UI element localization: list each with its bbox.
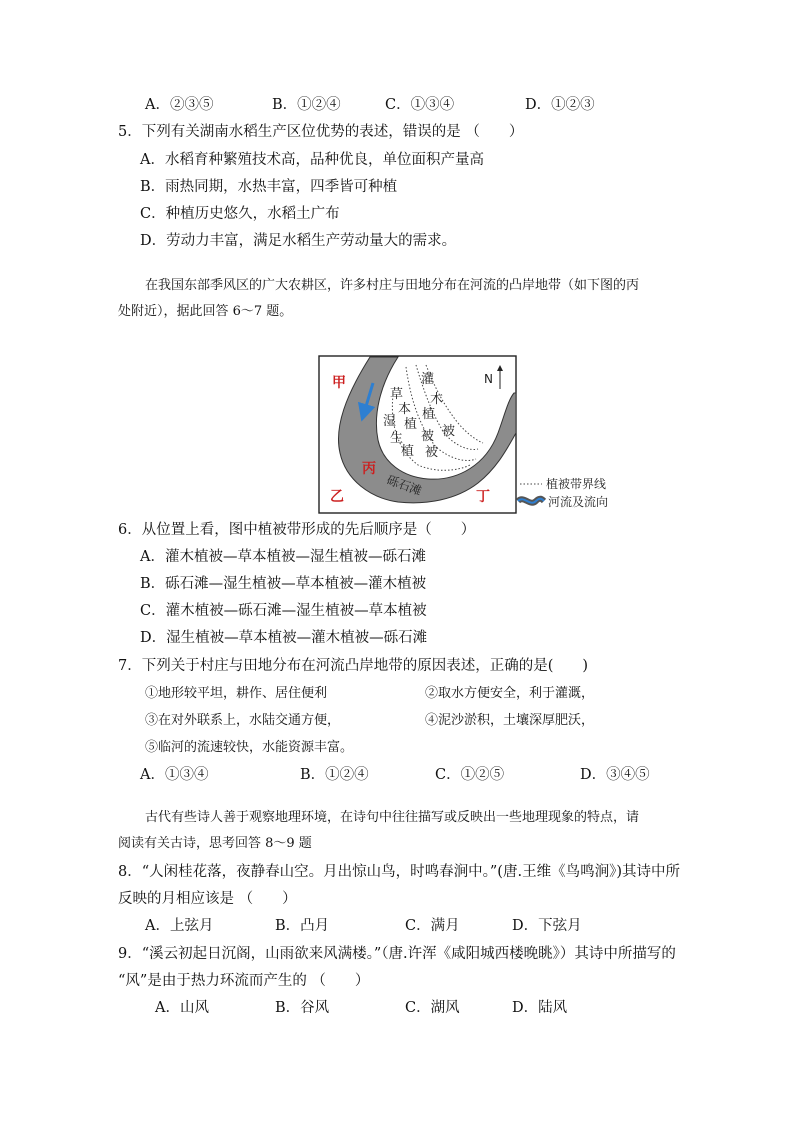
legend-boundary-label: 植被带界线 [546, 477, 607, 491]
q8-stem-line1: 8．“人闲桂花落，夜静春山空。月出惊山鸟，时鸣春涧中。”(唐.王维《鸟鸣涧》)其诗中所 [118, 864, 680, 880]
q6-option-a: A．灌木植被—草本植被—湿生植被—砾石滩 [140, 549, 426, 565]
q6-option-b: B．砾石滩—湿生植被—草本植被—灌木植被 [140, 576, 427, 592]
q7-item-3: ③在对外联系上，水陆交通方便， [145, 713, 341, 728]
q5-option-c: C．种植历史悠久，水稻土广布 [140, 206, 340, 222]
q9-option-c: C．湖风 [405, 1000, 460, 1016]
herb-char-1: 草 [390, 387, 404, 402]
wet-char-3: 植 [401, 444, 415, 459]
shrub-char-2: 木 [430, 392, 444, 407]
label-ding: 丁 [476, 489, 490, 505]
label-yi: 乙 [330, 489, 344, 505]
north-label: N [484, 372, 493, 386]
shrub-char-1: 灌 [421, 372, 435, 387]
q7-option-a: A．①③④ [140, 767, 209, 783]
passage1-line1: 在我国东部季风区的广大农耕区，许多村庄与田地分布在河流的凸岸地带（如下图的丙 [145, 278, 640, 293]
q9-stem-line2: “风”是由于热力环流而产生的 （ ） [118, 973, 370, 989]
q6-option-c: C．灌木植被—砾石滩—湿生植被—草本植被 [140, 603, 427, 619]
q5-option-d: D．劳动力丰富，满足水稻生产劳动量大的需求。 [140, 233, 457, 249]
herb-char-4: 被 [421, 429, 435, 444]
herb-char-3: 植 [404, 417, 418, 432]
q7-option-d: D．③④⑤ [580, 767, 650, 783]
q4-option-a: A．②③⑤ [145, 97, 214, 113]
q9-stem-line1: 9．“溪云初起日沉阁，山雨欲来风满楼。”（唐.许浑《咸阳城西楼晚眺》）其诗中所描写的 [118, 946, 676, 962]
q4-option-c: C．①③④ [385, 97, 455, 113]
label-bing: 丙 [362, 461, 376, 477]
q9-option-d: D．陆风 [512, 1000, 568, 1016]
q5-stem: 5．下列有关湖南水稻生产区位优势的表述，错误的是 （ ） [118, 124, 524, 140]
q9-option-a: A．山风 [155, 1000, 209, 1016]
q8-option-a: A．上弦月 [145, 918, 214, 934]
gravel-label: 砾石滩 [384, 472, 424, 499]
legend-river-label: 河流及流向 [548, 495, 609, 509]
q9-option-b: B．谷风 [275, 1000, 330, 1016]
shrub-char-3: 植 [422, 407, 436, 422]
river-bend-map [318, 355, 618, 520]
q5-option-a: A．水稻育种繁殖技术高，品种优良，单位面积产量高 [140, 152, 484, 168]
q6-stem: 6．从位置上看，图中植被带形成的先后顺序是（ ） [118, 522, 476, 538]
q7-item-2: ②取水方便安全，利于灌溉， [425, 686, 595, 701]
q8-option-b: B．凸月 [275, 918, 330, 934]
q5-option-b: B．雨热同期，水热丰富，四季皆可种植 [140, 179, 398, 195]
q8-option-c: C．满月 [405, 918, 460, 934]
q8-option-d: D．下弦月 [512, 918, 582, 934]
passage1-line2: 处附近），据此回答 6～7 题。 [118, 304, 293, 319]
herb-char-2: 本 [398, 402, 412, 417]
q7-item-5: ⑤临河的流速较快，水能资源丰富。 [145, 740, 354, 755]
q7-item-4: ④泥沙淤积，土壤深厚肥沃， [425, 713, 595, 728]
passage2-line1: 古代有些诗人善于观察地理环境，在诗句中往往描写或反映出一些地理现象的特点，请 [145, 810, 640, 825]
q4-option-b: B．①②④ [272, 97, 341, 113]
wet-char-4: 被 [425, 445, 439, 460]
q7-option-b: B．①②④ [300, 767, 369, 783]
shrub-char-4: 被 [442, 424, 456, 439]
wet-char-1: 湿 [383, 414, 397, 429]
q4-option-d: D．①②③ [525, 97, 595, 113]
label-jia: 甲 [332, 375, 346, 391]
q7-stem: 7．下列关于村庄与田地分布在河流凸岸地带的原因表述，正确的是( ) [118, 658, 589, 674]
wet-char-2: 生 [390, 431, 404, 446]
q7-option-c: C．①②⑤ [435, 767, 505, 783]
q7-item-1: ①地形较平坦，耕作、居住便利 [145, 686, 328, 701]
q6-option-d: D．湿生植被—草本植被—灌木植被—砾石滩 [140, 630, 428, 646]
q8-stem-line2: 反映的月相应该是 （ ） [118, 891, 297, 907]
passage2-line2: 阅读有关古诗，思考回答 8～9 题 [118, 836, 312, 851]
